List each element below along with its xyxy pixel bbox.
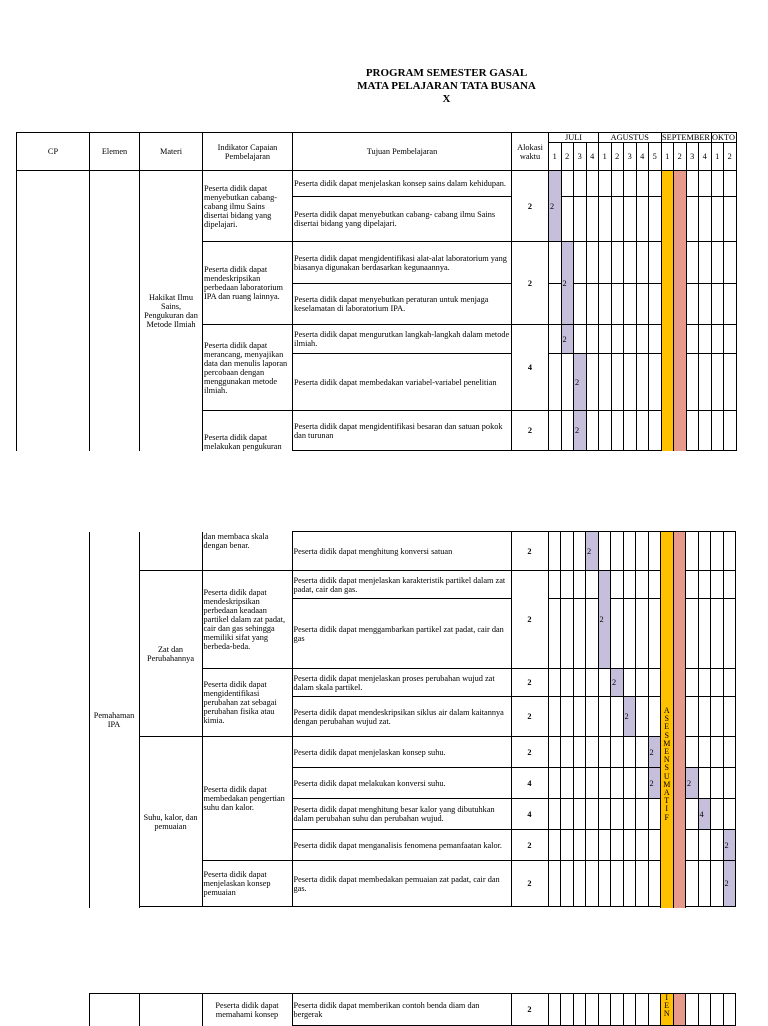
title-line-2: MATA PELAJARAN TATA BUSANA (357, 80, 536, 92)
week-label: 4 (636, 143, 649, 171)
alokasi-cell: 2 (512, 411, 549, 451)
schedule-mark: 2 (561, 325, 574, 354)
tujuan-cell: Peserta didik dapat mengurutkan langkah-langkah dalam metode ilmiah. (293, 325, 512, 354)
asesmen-sumatif-label (661, 532, 674, 908)
schedule-mark: 2 (623, 697, 636, 737)
schedule-mark: 2 (598, 571, 611, 669)
indikator-cell: Peserta didik dapat menjelaskan konsep pemuaian (202, 861, 292, 907)
month-september: SEPTEMBER (662, 133, 710, 142)
indikator-cell: Peserta didik dapat mengidentifikasi perubahan zat sebagai perubahan fisika atau kimia. (202, 669, 292, 737)
indikator-cell: Peserta didik dapat melakukan pengukuran (203, 411, 293, 451)
vertical-label: A S E S M E N S U M A T I F (663, 706, 671, 822)
alokasi-cell: 2 (511, 532, 548, 571)
tujuan-cell: Peserta didik dapat membedakan pemuaian zat padat, cair dan gas. (292, 861, 511, 907)
tujuan-cell: Peserta didik dapat mendeskripsikan siklus air dalam kaitannya dengan perubahan wujud zat. (292, 697, 511, 737)
tujuan-cell: Peserta didik dapat menjelaskan karakteristik partikel dalam zat padat, cair dan gas. (292, 571, 511, 599)
cp-cell (17, 171, 90, 451)
schedule-mark: 2 (611, 669, 624, 697)
schedule-mark: 2 (723, 861, 736, 907)
document-header (0, 67, 768, 106)
schedule-mark: 2 (549, 171, 562, 242)
tujuan-cell: Peserta didik dapat menganalisis fenomena pemanfaatan kalor. (292, 830, 511, 861)
week-label: 3 (624, 143, 637, 171)
materi-suhu: Suhu, kalor, dan pemuaian (139, 737, 202, 907)
title-line-1: PROGRAM SEMESTER GASAL (365, 67, 528, 79)
tujuan-cell: Peserta didik dapat menjelaskan konsep sains dalam kehidupan. (293, 171, 512, 197)
schedule-mark: 2 (574, 354, 587, 411)
schedule-mark: 2 (686, 768, 699, 799)
alokasi-cell: 2 (511, 697, 548, 737)
tujuan-cell: Peserta didik dapat menghitung besar kalor yang dibutuhkan dalam perubahan suhu dan perubahan wujud. (292, 799, 511, 830)
asesmen-fragment (661, 994, 674, 1026)
col-header-alokasi: Alokasi waktu (512, 133, 549, 171)
indikator-cell: Peserta didik dapat menyebutkan cabang-cabang ilmu Sains disertai bidang yang dipelajari. (203, 171, 293, 242)
week-label: 2 (674, 143, 687, 171)
tujuan-cell: Peserta didik dapat melakukan konversi suhu. (292, 768, 511, 799)
materi-zat: Zat dan Perubahannya (139, 571, 202, 737)
alokasi-cell: 2 (512, 242, 549, 325)
tujuan-cell: Peserta didik dapat mengidentifikasi besaran dan satuan pokok dan turunan (293, 411, 512, 451)
title-line-3: X (442, 93, 451, 105)
alokasi-cell: 2 (511, 994, 548, 1026)
program-table-page2 (16, 531, 736, 908)
program-table-page3 (16, 993, 736, 1026)
alokasi-cell: 2 (511, 830, 548, 861)
alokasi-cell: 2 (511, 669, 548, 697)
week-label: 3 (686, 143, 699, 171)
indikator-cell: Peserta didik dapat merancang, menyajikan data dan menulis laporan percobaan dengan menggunakan metode ilmiah. (203, 325, 293, 411)
month-juli: JULI (549, 133, 599, 143)
alokasi-cell: 2 (511, 571, 548, 669)
week-label: 5 (649, 143, 662, 171)
schedule-mark: 2 (574, 411, 587, 451)
alokasi-cell: 4 (512, 325, 549, 411)
col-header-cp: CP (17, 133, 90, 171)
week-label: 1 (661, 143, 674, 171)
week-label: 1 (711, 143, 724, 171)
indikator-cell: Peserta didik dapat mendeskripsikan perbedaan keadaan partikel dalam zat padat, cair dan gas sehingga memiliki sifat yang berbeda-beda. (202, 571, 292, 669)
month-agustus: AGUSTUS (599, 133, 662, 143)
col-header-materi: Materi (140, 133, 203, 171)
tujuan-cell: Peserta didik dapat menggambarkan partikel zat padat, cair dan gas (292, 599, 511, 669)
week-label: 2 (611, 143, 624, 171)
indikator-cell: Peserta didik dapat memahami konsep (202, 994, 292, 1026)
col-header-indikator: Indikator Capaian Pembelajaran (203, 133, 293, 171)
week-label: 2 (561, 143, 574, 171)
tujuan-cell: Peserta didik dapat membedakan variabel-variabel penelitian (293, 354, 512, 411)
alokasi-cell: 4 (511, 799, 548, 830)
tujuan-cell: Peserta didik dapat memberikan contoh benda diam dan bergerak (292, 994, 511, 1026)
week-label: 4 (586, 143, 599, 171)
week-label: 4 (699, 143, 712, 171)
schedule-mark: 4 (698, 799, 711, 830)
schedule-mark: 2 (723, 830, 736, 861)
tujuan-cell: Peserta didik dapat mengidentifikasi alat-alat laboratorium yang biasanya digunakan berdasarkan kegunaannya. (293, 242, 512, 284)
col-header-tujuan: Tujuan Pembelajaran (293, 133, 512, 171)
elemen-cell (90, 171, 140, 451)
tujuan-cell: Peserta didik dapat menjelaskan proses perubahan wujud zat dalam skala partikel. (292, 669, 511, 697)
week-label: 3 (574, 143, 587, 171)
alokasi-cell: 2 (511, 861, 548, 907)
schedule-mark: 2 (586, 532, 599, 571)
alokasi-cell: 4 (511, 768, 548, 799)
tujuan-cell: Peserta didik dapat menjelaskan konsep suhu. (292, 737, 511, 768)
indikator-cell: dan membaca skala dengan benar. (202, 532, 292, 571)
schedule-mark: 2 (648, 768, 661, 799)
tujuan-cell: Peserta didik dapat menghitung konversi satuan (292, 532, 511, 571)
indikator-cell: Peserta didik dapat mendeskripsikan perbedaan laboratorium IPA dan ruang lainnya. (203, 242, 293, 325)
vertical-fragment: I E N (663, 993, 670, 1019)
elemen-pemahaman-ipa: Pemahaman IPA (89, 532, 139, 908)
indikator-cell: Peserta didik dapat membedakan pengertian suhu dan kalor. (202, 737, 292, 861)
schedule-mark: 2 (561, 242, 574, 325)
tujuan-cell: Peserta didik dapat menyebutkan peraturan untuk menjaga keselamatan di laboratorium IPA. (293, 284, 512, 325)
materi-hakikat: Hakikat Ilmu Sains, Pengukuran dan Metode Ilmiah (140, 171, 203, 451)
alokasi-cell: 2 (512, 171, 549, 242)
alokasi-cell: 2 (511, 737, 548, 768)
tujuan-cell: Peserta didik dapat menyebutkan cabang- cabang ilmu Sains disertai bidang yang dipelajari. (293, 197, 512, 242)
month-oktober: OKTO (712, 133, 735, 142)
week-label: 1 (549, 143, 562, 171)
schedule-mark: 2 (648, 737, 661, 768)
week-label: 2 (724, 143, 737, 171)
col-header-elemen: Elemen (90, 133, 140, 171)
program-table-page1 (16, 132, 737, 451)
week-label: 1 (599, 143, 612, 171)
